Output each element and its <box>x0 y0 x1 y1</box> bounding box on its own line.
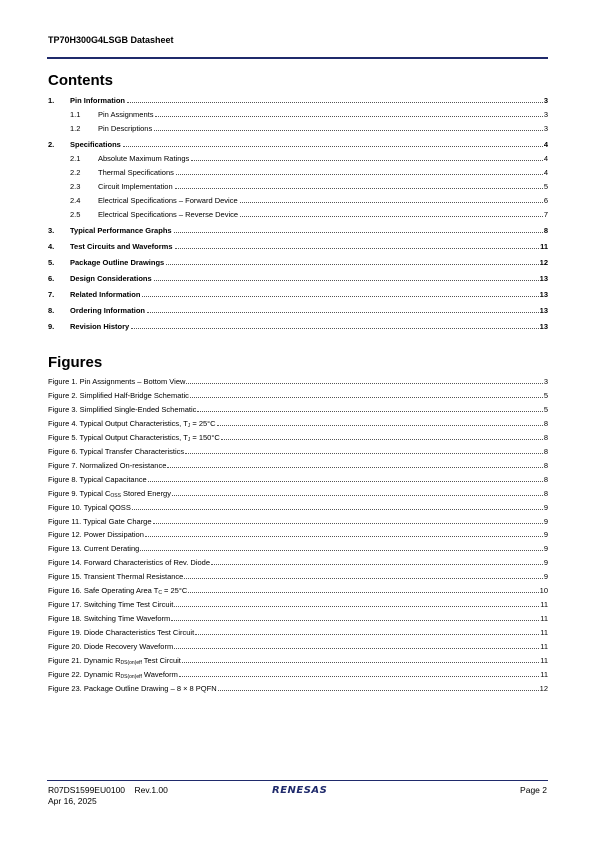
figure-dot-leader <box>153 517 543 524</box>
contents-heading: Contents <box>48 72 113 89</box>
header-divider <box>47 57 548 59</box>
footer-divider <box>47 780 548 781</box>
figure-title-text: Figure 21. Dynamic R <box>48 656 121 665</box>
figure-entry[interactable] <box>48 475 548 485</box>
toc-entry-page: 13 <box>539 290 548 299</box>
toc-entry-page: 4 <box>543 140 548 149</box>
figure-title-tail: Test Circuit <box>141 656 181 665</box>
toc-entry-number: 4. <box>48 242 55 251</box>
figure-entry-page: 9 <box>543 558 548 568</box>
figure-title-text: Figure 17. Switching Time Test Circuit <box>48 600 174 610</box>
toc-entry[interactable] <box>48 196 548 206</box>
toc-dot-leader <box>240 210 543 217</box>
toc-entry-title: Design Considerations <box>70 274 152 283</box>
figure-entry-title <box>48 614 170 624</box>
figure-title-tail: = 25°C <box>190 418 216 428</box>
toc-entry-number: 5. <box>48 258 55 267</box>
toc-entry-page: 4 <box>543 154 548 163</box>
figure-entry-title <box>48 670 178 681</box>
figure-entry[interactable] <box>48 377 548 387</box>
figure-dot-leader <box>184 572 542 579</box>
figure-title-text: Figure 7. Normalized On-resistance <box>48 460 167 470</box>
figure-entry-title <box>48 586 187 597</box>
toc-entry[interactable] <box>48 274 548 284</box>
figure-entry[interactable] <box>48 544 548 554</box>
toc-entry-number: 9. <box>48 322 55 331</box>
toc-dot-leader <box>175 242 540 249</box>
figure-dot-leader <box>186 377 542 384</box>
toc-entry-number: 1.1 <box>70 110 81 119</box>
figure-entry[interactable] <box>48 600 548 610</box>
toc-entry[interactable] <box>48 226 548 236</box>
toc-entry-number: 7. <box>48 290 55 299</box>
figure-entry-page: 8 <box>543 474 548 484</box>
toc-entry-page: 4 <box>543 168 548 177</box>
renesas-logo: RENESAS <box>272 785 328 796</box>
toc-entry-title: Package Outline Drawings <box>70 258 165 267</box>
toc-entry-title: Pin Information <box>70 96 125 105</box>
toc-entry-number: 6. <box>48 274 55 283</box>
toc-entry-page: 13 <box>539 322 548 331</box>
toc-entry[interactable] <box>48 242 548 252</box>
figure-title-subscript: DS(on)eff <box>120 673 142 680</box>
figure-entry-title <box>48 656 181 667</box>
toc-entry-title: Thermal Specifications <box>98 168 174 177</box>
figure-entry-title <box>48 503 131 513</box>
figure-dot-leader <box>185 447 543 454</box>
figure-entry-title <box>48 628 194 638</box>
figure-entry[interactable] <box>48 586 548 597</box>
figure-dot-leader <box>145 530 543 537</box>
toc-entry[interactable] <box>48 210 548 220</box>
toc-entry-number: 2. <box>48 140 55 149</box>
figure-title-text: Figure 19. Diode Characteristics Test Circuit <box>48 628 195 638</box>
toc-entry-title: Test Circuits and Waveforms <box>70 242 173 251</box>
toc-entry-page: 13 <box>539 306 548 315</box>
figure-entry-title <box>48 517 152 527</box>
figure-dot-leader <box>195 628 539 635</box>
figure-dot-leader <box>182 656 539 663</box>
figure-entry[interactable] <box>48 391 548 401</box>
toc-dot-leader <box>131 322 538 329</box>
figure-dot-leader <box>221 433 543 440</box>
figure-title-tail: = 150°C <box>190 432 220 442</box>
figure-title-tail: Waveform <box>141 669 178 679</box>
figure-dot-leader <box>148 475 543 482</box>
figure-dot-leader <box>167 461 542 468</box>
figure-dot-leader <box>174 642 539 649</box>
figure-entry-page: 8 <box>543 460 548 470</box>
figure-title-text: Figure 18. Switching Time Waveform <box>48 614 171 624</box>
figure-entry[interactable] <box>48 489 548 500</box>
figure-dot-leader <box>190 391 543 398</box>
figure-title-text: Figure 16. Safe Operating Area T <box>48 586 159 596</box>
toc-entry[interactable] <box>48 258 548 268</box>
footer-date: Apr 16, 2025 <box>48 796 97 806</box>
figure-entry-title <box>48 475 147 485</box>
figure-entry-page: 11 <box>540 628 548 638</box>
figure-entry-page: 12 <box>539 683 548 693</box>
figure-entry[interactable] <box>48 572 548 582</box>
figure-entry[interactable] <box>48 433 548 444</box>
toc-entry-number: 1.2 <box>70 124 81 133</box>
figure-entry-title <box>48 572 183 582</box>
toc-dot-leader <box>127 96 543 103</box>
figure-title-text: Figure 6. Typical Transfer Characteristics <box>48 446 185 456</box>
toc-entry[interactable] <box>48 140 548 150</box>
figure-entry[interactable] <box>48 558 548 568</box>
figure-entry-title <box>48 642 173 652</box>
figure-title-text: Figure 15. Transient Thermal Resistance <box>48 572 184 582</box>
toc-dot-leader <box>142 290 538 297</box>
figure-entry-page: 5 <box>543 404 548 414</box>
toc-entry[interactable] <box>48 96 548 106</box>
figure-title-text: Figure 13. Current Derating <box>48 544 140 554</box>
toc-entry[interactable] <box>48 306 548 316</box>
figure-dot-leader <box>211 558 543 565</box>
figure-entry-title <box>48 489 171 500</box>
figure-entry-title <box>48 377 185 387</box>
figure-entry[interactable] <box>48 642 548 652</box>
figure-dot-leader <box>218 684 539 691</box>
figure-entry-page: 9 <box>543 530 548 540</box>
figure-title-text: Figure 2. Simplified Half-Bridge Schematic <box>48 390 189 400</box>
figure-entry[interactable] <box>48 530 548 540</box>
toc-entry[interactable] <box>48 124 548 134</box>
figure-dot-leader <box>179 670 539 677</box>
figure-title-text: Figure 12. Power Dissipation <box>48 530 144 540</box>
toc-dot-leader <box>174 226 543 233</box>
figure-entry-page: 3 <box>543 377 548 386</box>
figure-entry-title <box>48 544 139 554</box>
figure-entry-page: 8 <box>543 432 548 442</box>
toc-entry-title: Typical Performance Graphs <box>70 226 172 235</box>
toc-entry-number: 2.4 <box>70 196 81 205</box>
figure-entry[interactable] <box>48 405 548 415</box>
toc-dot-leader <box>175 182 543 189</box>
figure-entry[interactable] <box>48 656 548 667</box>
toc-entry[interactable] <box>48 290 548 300</box>
toc-entry-title: Absolute Maximum Ratings <box>98 154 190 163</box>
toc-dot-leader <box>166 258 538 265</box>
toc-entry[interactable] <box>48 110 548 120</box>
toc-entry[interactable] <box>48 154 548 164</box>
figure-title-text: Figure 8. Typical Capacitance <box>48 474 147 484</box>
figure-dot-leader <box>188 586 538 593</box>
figure-title-text: Figure 11. Typical Gate Charge <box>48 516 152 526</box>
figure-entry[interactable] <box>48 461 548 471</box>
figure-entry-title <box>48 405 196 415</box>
figure-entry[interactable] <box>48 628 548 638</box>
figure-entry-title <box>48 433 220 444</box>
toc-entry-page: 12 <box>539 258 548 267</box>
figure-dot-leader <box>132 503 543 510</box>
footer-doc-id: R07DS1599EU0100 <box>48 785 126 795</box>
toc-entry-page: 3 <box>543 110 548 119</box>
toc-entry-number: 2.2 <box>70 168 81 177</box>
toc-entry-page: 7 <box>543 210 548 219</box>
figure-entry-title <box>48 600 173 610</box>
figure-entry-page: 9 <box>543 516 548 526</box>
figure-entry[interactable] <box>48 614 548 624</box>
figure-title-text: Figure 23. Package Outline Drawing – 8 × 8 PQFN <box>48 683 217 693</box>
figure-entry-title <box>48 558 210 568</box>
toc-entry-title: Electrical Specifications – Reverse Device <box>98 210 239 219</box>
figure-entry-page: 5 <box>543 390 548 400</box>
figure-entry-page: 9 <box>543 572 548 582</box>
figure-entry[interactable] <box>48 447 548 457</box>
figure-entry-page: 9 <box>543 502 548 512</box>
figure-title-subscript: C <box>158 590 162 597</box>
figure-entry-title <box>48 419 216 430</box>
toc-entry-number: 3. <box>48 226 55 235</box>
toc-entry-page: 13 <box>539 274 548 283</box>
figure-title-text: Figure 9. Typical C <box>48 488 111 498</box>
document-header-title: TP70H300G4LSGB Datasheet <box>48 35 174 45</box>
figure-entry-page: 8 <box>543 488 548 498</box>
figure-title-tail: = 25°C <box>161 586 188 596</box>
figure-entry-title <box>48 530 144 540</box>
figure-title-text: Figure 20. Diode Recovery Waveform <box>48 642 174 652</box>
figure-entry-page: 8 <box>543 418 548 428</box>
figure-entry[interactable] <box>48 503 548 513</box>
figure-dot-leader <box>174 600 539 607</box>
toc-dot-leader <box>154 124 543 131</box>
toc-entry-title: Specifications <box>70 140 121 149</box>
toc-entry-title: Ordering Information <box>70 306 145 315</box>
figure-title-text: Figure 14. Forward Characteristics of Rev. Diode <box>48 558 211 568</box>
toc-entry-title: Pin Assignments <box>98 110 154 119</box>
figure-dot-leader <box>217 419 543 426</box>
figure-dot-leader <box>172 489 543 496</box>
figure-entry-page: 10 <box>539 586 548 596</box>
footer-revision: Rev.1.00 <box>134 785 168 795</box>
figure-title-subscript: OSS <box>110 492 121 499</box>
figure-entry-page: 11 <box>540 656 548 665</box>
toc-dot-leader <box>154 274 539 281</box>
toc-entry-title: Related Information <box>70 290 141 299</box>
figure-dot-leader <box>140 544 543 551</box>
figure-dot-leader <box>197 405 542 412</box>
figure-title-text: Figure 10. Typical QOSS <box>48 502 131 512</box>
toc-dot-leader <box>240 196 543 203</box>
figures-heading: Figures <box>48 354 103 371</box>
toc-entry-title: Circuit Implementation <box>98 182 173 191</box>
figure-title-subscript: DS(on)eff <box>120 660 142 666</box>
toc-dot-leader <box>123 140 543 147</box>
figure-entry-title <box>48 461 166 471</box>
figure-title-text: Figure 5. Typical Output Characteristics, T <box>48 432 188 442</box>
footer-page-number: Page 2 <box>520 785 547 795</box>
figure-entry-page: 9 <box>543 544 548 554</box>
toc-entry-title: Pin Descriptions <box>98 124 153 133</box>
toc-dot-leader <box>191 154 543 161</box>
toc-entry-page: 3 <box>543 124 548 133</box>
toc-entry[interactable] <box>48 322 548 332</box>
figure-entry-page: 8 <box>543 446 548 456</box>
toc-dot-leader <box>147 306 539 313</box>
figure-dot-leader <box>171 614 539 621</box>
toc-entry-number: 8. <box>48 306 55 315</box>
toc-entry-page: 6 <box>543 196 548 205</box>
figure-entry-page: 11 <box>540 614 548 624</box>
toc-entry-page: 3 <box>543 96 548 105</box>
figure-entry[interactable] <box>48 670 548 681</box>
figure-entry-page: 11 <box>540 669 548 679</box>
figure-entry[interactable] <box>48 419 548 430</box>
toc-entry-title: Revision History <box>70 322 130 331</box>
figure-title-text: Figure 3. Simplified Single-Ended Schematic <box>48 404 197 414</box>
toc-entry-number: 2.1 <box>70 154 81 163</box>
toc-entry-number: 1. <box>48 96 55 105</box>
figure-entry[interactable] <box>48 517 548 527</box>
figure-title-tail: Stored Energy <box>120 488 171 498</box>
toc-entry-number: 2.3 <box>70 182 81 191</box>
figure-title-text: Figure 1. Pin Assignments – Bottom View <box>48 377 186 386</box>
figure-title-text: Figure 4. Typical Output Characteristics, T <box>48 418 188 428</box>
figure-entry-title <box>48 684 217 694</box>
toc-dot-leader <box>155 110 542 117</box>
figure-entry-title <box>48 447 184 457</box>
toc-entry-page: 8 <box>543 226 548 235</box>
footer-doc-info <box>48 785 168 807</box>
figure-entry-page: 11 <box>540 642 548 652</box>
toc-entry-number: 2.5 <box>70 210 81 219</box>
figure-title-text: Figure 22. Dynamic R <box>48 669 121 679</box>
figure-entry-page: 11 <box>540 600 548 610</box>
figure-entry[interactable] <box>48 684 548 694</box>
toc-entry-page: 5 <box>543 182 548 191</box>
toc-entry-page: 11 <box>540 242 548 251</box>
toc-entry-title: Electrical Specifications – Forward Device <box>98 196 238 205</box>
figure-entry-title <box>48 391 189 401</box>
toc-entry[interactable] <box>48 182 548 192</box>
figure-title-subscript: J <box>187 436 191 443</box>
figure-title-subscript: J <box>187 422 191 429</box>
toc-dot-leader <box>176 168 543 175</box>
toc-entry[interactable] <box>48 168 548 178</box>
